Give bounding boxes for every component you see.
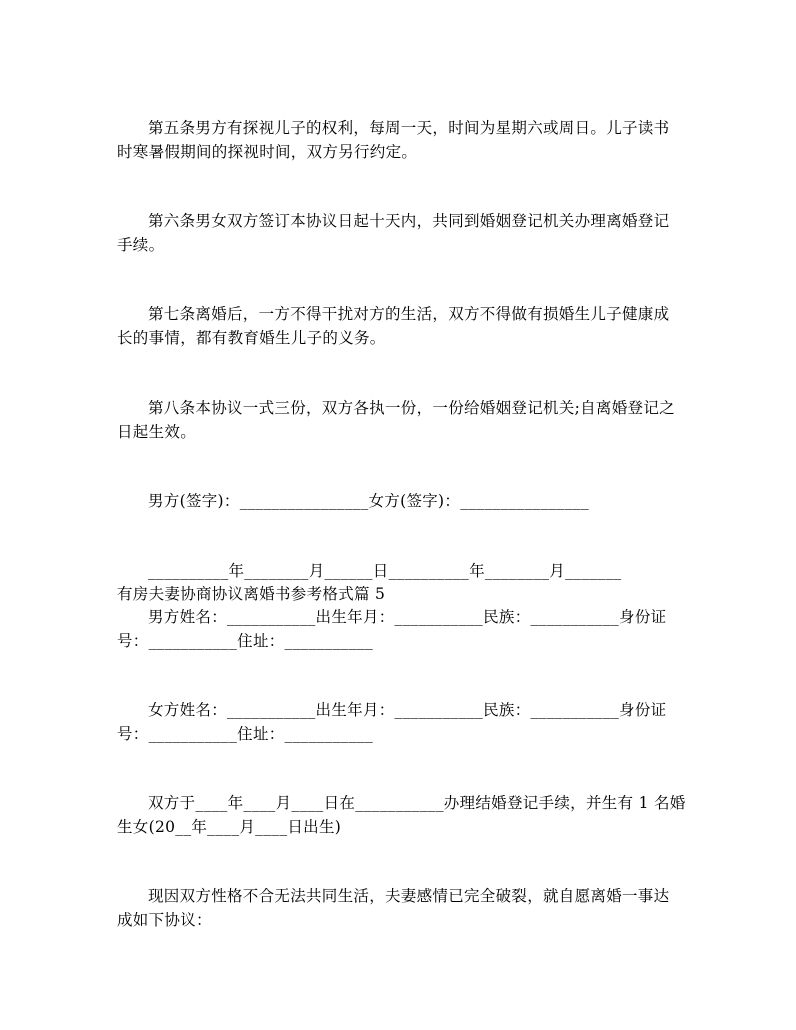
man-info-line-2: 号：___________住址：___________ [117, 632, 374, 650]
article-6-line-1: 第六条男女双方签订本协议日起十天内，共同到婚姻登记机关办理离婚登记 [148, 212, 670, 230]
reason-line-1: 现因双方性格不合无法共同生活，夫妻感情已完全破裂，就自愿离婚一事达 [148, 887, 670, 905]
article-8-line-1: 第八条本协议一式三份，双方各执一份，一份给婚姻登记机关;自离婚登记之 [148, 399, 675, 417]
man-info-line-1: 男方姓名：___________出生年月：___________民族：___________身份证 [148, 608, 667, 626]
reason-line-2: 成如下协议： [117, 911, 212, 929]
article-7-line-2: 长的事情，都有教育婚生儿子的义务。 [117, 329, 386, 347]
article-5-line-1: 第五条男方有探视儿子的权利，每周一天，时间为星期六或周日。儿子读书 [148, 119, 670, 137]
article-8-line-2: 日起生效。 [117, 423, 197, 441]
marriage-info-line-1: 双方于____年____月____日在___________办理结婚登记手续，并生有 1 名婚 [148, 794, 686, 812]
article-5-line-2: 时寒暑假期间的探视时间，双方另行约定。 [117, 143, 418, 161]
article-6-line-2: 手续。 [117, 236, 165, 254]
woman-info-line-2: 号：___________住址：___________ [117, 725, 374, 743]
marriage-info-line-2: 生女(20__年____月____日出生) [117, 818, 342, 836]
date-line: __________年________月______日__________年________月_______ [148, 562, 622, 580]
woman-info-line-1: 女方姓名：___________出生年月：___________民族：___________身份证 [148, 701, 667, 719]
article-7-line-1: 第七条离婚后，一方不得干扰对方的生活，双方不得做有损婚生儿子健康成 [148, 305, 670, 323]
section-title: 有房夫妻协商协议离婚书参考格式篇 5 [117, 585, 386, 603]
signature-line: 男方(签字)：________________女方(签字)：________________ [148, 492, 589, 510]
